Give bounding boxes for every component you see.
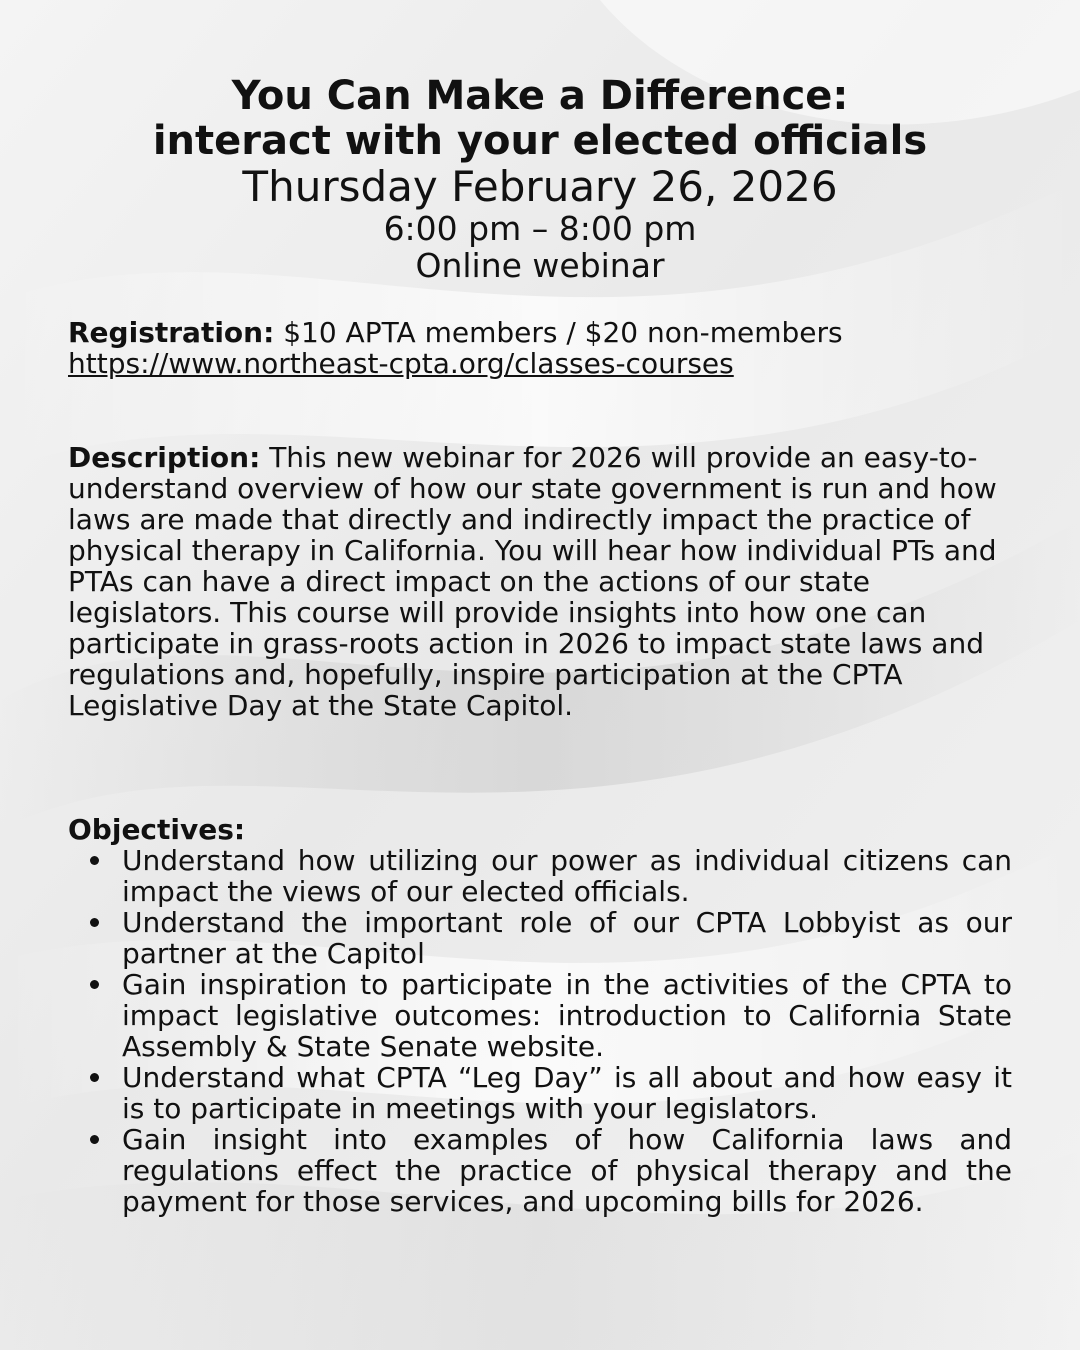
objectives-section [68, 814, 1012, 1217]
event-header [0, 74, 1080, 284]
registration-label: Registration: [68, 316, 275, 349]
description-text: This new webinar for 2026 will provide an easy-to-understand overview of how our state government is run and how laws are made that directly and indirectly impact the practice of physical therapy in California. You will hear how individual PTs and PTAs can have a direct impact on the actions of our state legislators. This course will provide insights into how one can participate in grass-roots action in 2026 to impact state laws and regulations and, hopefully, inspire participation at the CPTA Legislative Day at the State Capitol. [68, 441, 997, 722]
description-section [68, 442, 1012, 721]
list-item [68, 845, 1012, 907]
list-item [68, 1062, 1012, 1124]
bullet-icon [90, 980, 99, 989]
event-title-line1: You Can Make a Difference: [231, 73, 849, 119]
objectives-label: Objectives: [68, 813, 246, 846]
event-format: Online webinar [415, 246, 665, 285]
bullet-icon [90, 918, 99, 927]
bullet-icon [90, 1073, 99, 1082]
event-date: Thursday February 26, 2026 [242, 162, 838, 211]
objective-text: Gain inspiration to participate in the activities of the CPTA to impact legislative outcomes: introduction to California State Assembly & State Senate website. [122, 968, 1012, 1063]
registration-section [68, 317, 1012, 379]
bullet-icon [90, 856, 99, 865]
registration-pricing [68, 317, 1012, 348]
event-title-line2: interact with your elected officials [152, 118, 928, 164]
objective-text: Understand what CPTA “Leg Day” is all about and how easy it is to participate in meetings with your legislators. [122, 1061, 1012, 1125]
description-paragraph [68, 442, 1012, 721]
objective-text: Understand how utilizing our power as individual citizens can impact the views of our elected officials. [122, 844, 1012, 908]
objective-text: Understand the important role of our CPTA Lobbyist as our partner at the Capitol [122, 906, 1012, 970]
objective-text: Gain insight into examples of how California laws and regulations effect the practice of physical therapy and the payment for those services, and upcoming bills for 2026. [122, 1123, 1012, 1218]
registration-link[interactable]: https://www.northeast-cpta.org/classes-courses [68, 347, 734, 380]
list-item [68, 969, 1012, 1062]
bullet-icon [90, 1135, 99, 1144]
registration-text: $10 APTA members / $20 non-members [274, 316, 843, 349]
objectives-list [68, 845, 1012, 1217]
list-item [68, 1124, 1012, 1217]
list-item [68, 907, 1012, 969]
description-label: Description: [68, 441, 261, 474]
event-time: 6:00 pm – 8:00 pm [383, 209, 697, 248]
